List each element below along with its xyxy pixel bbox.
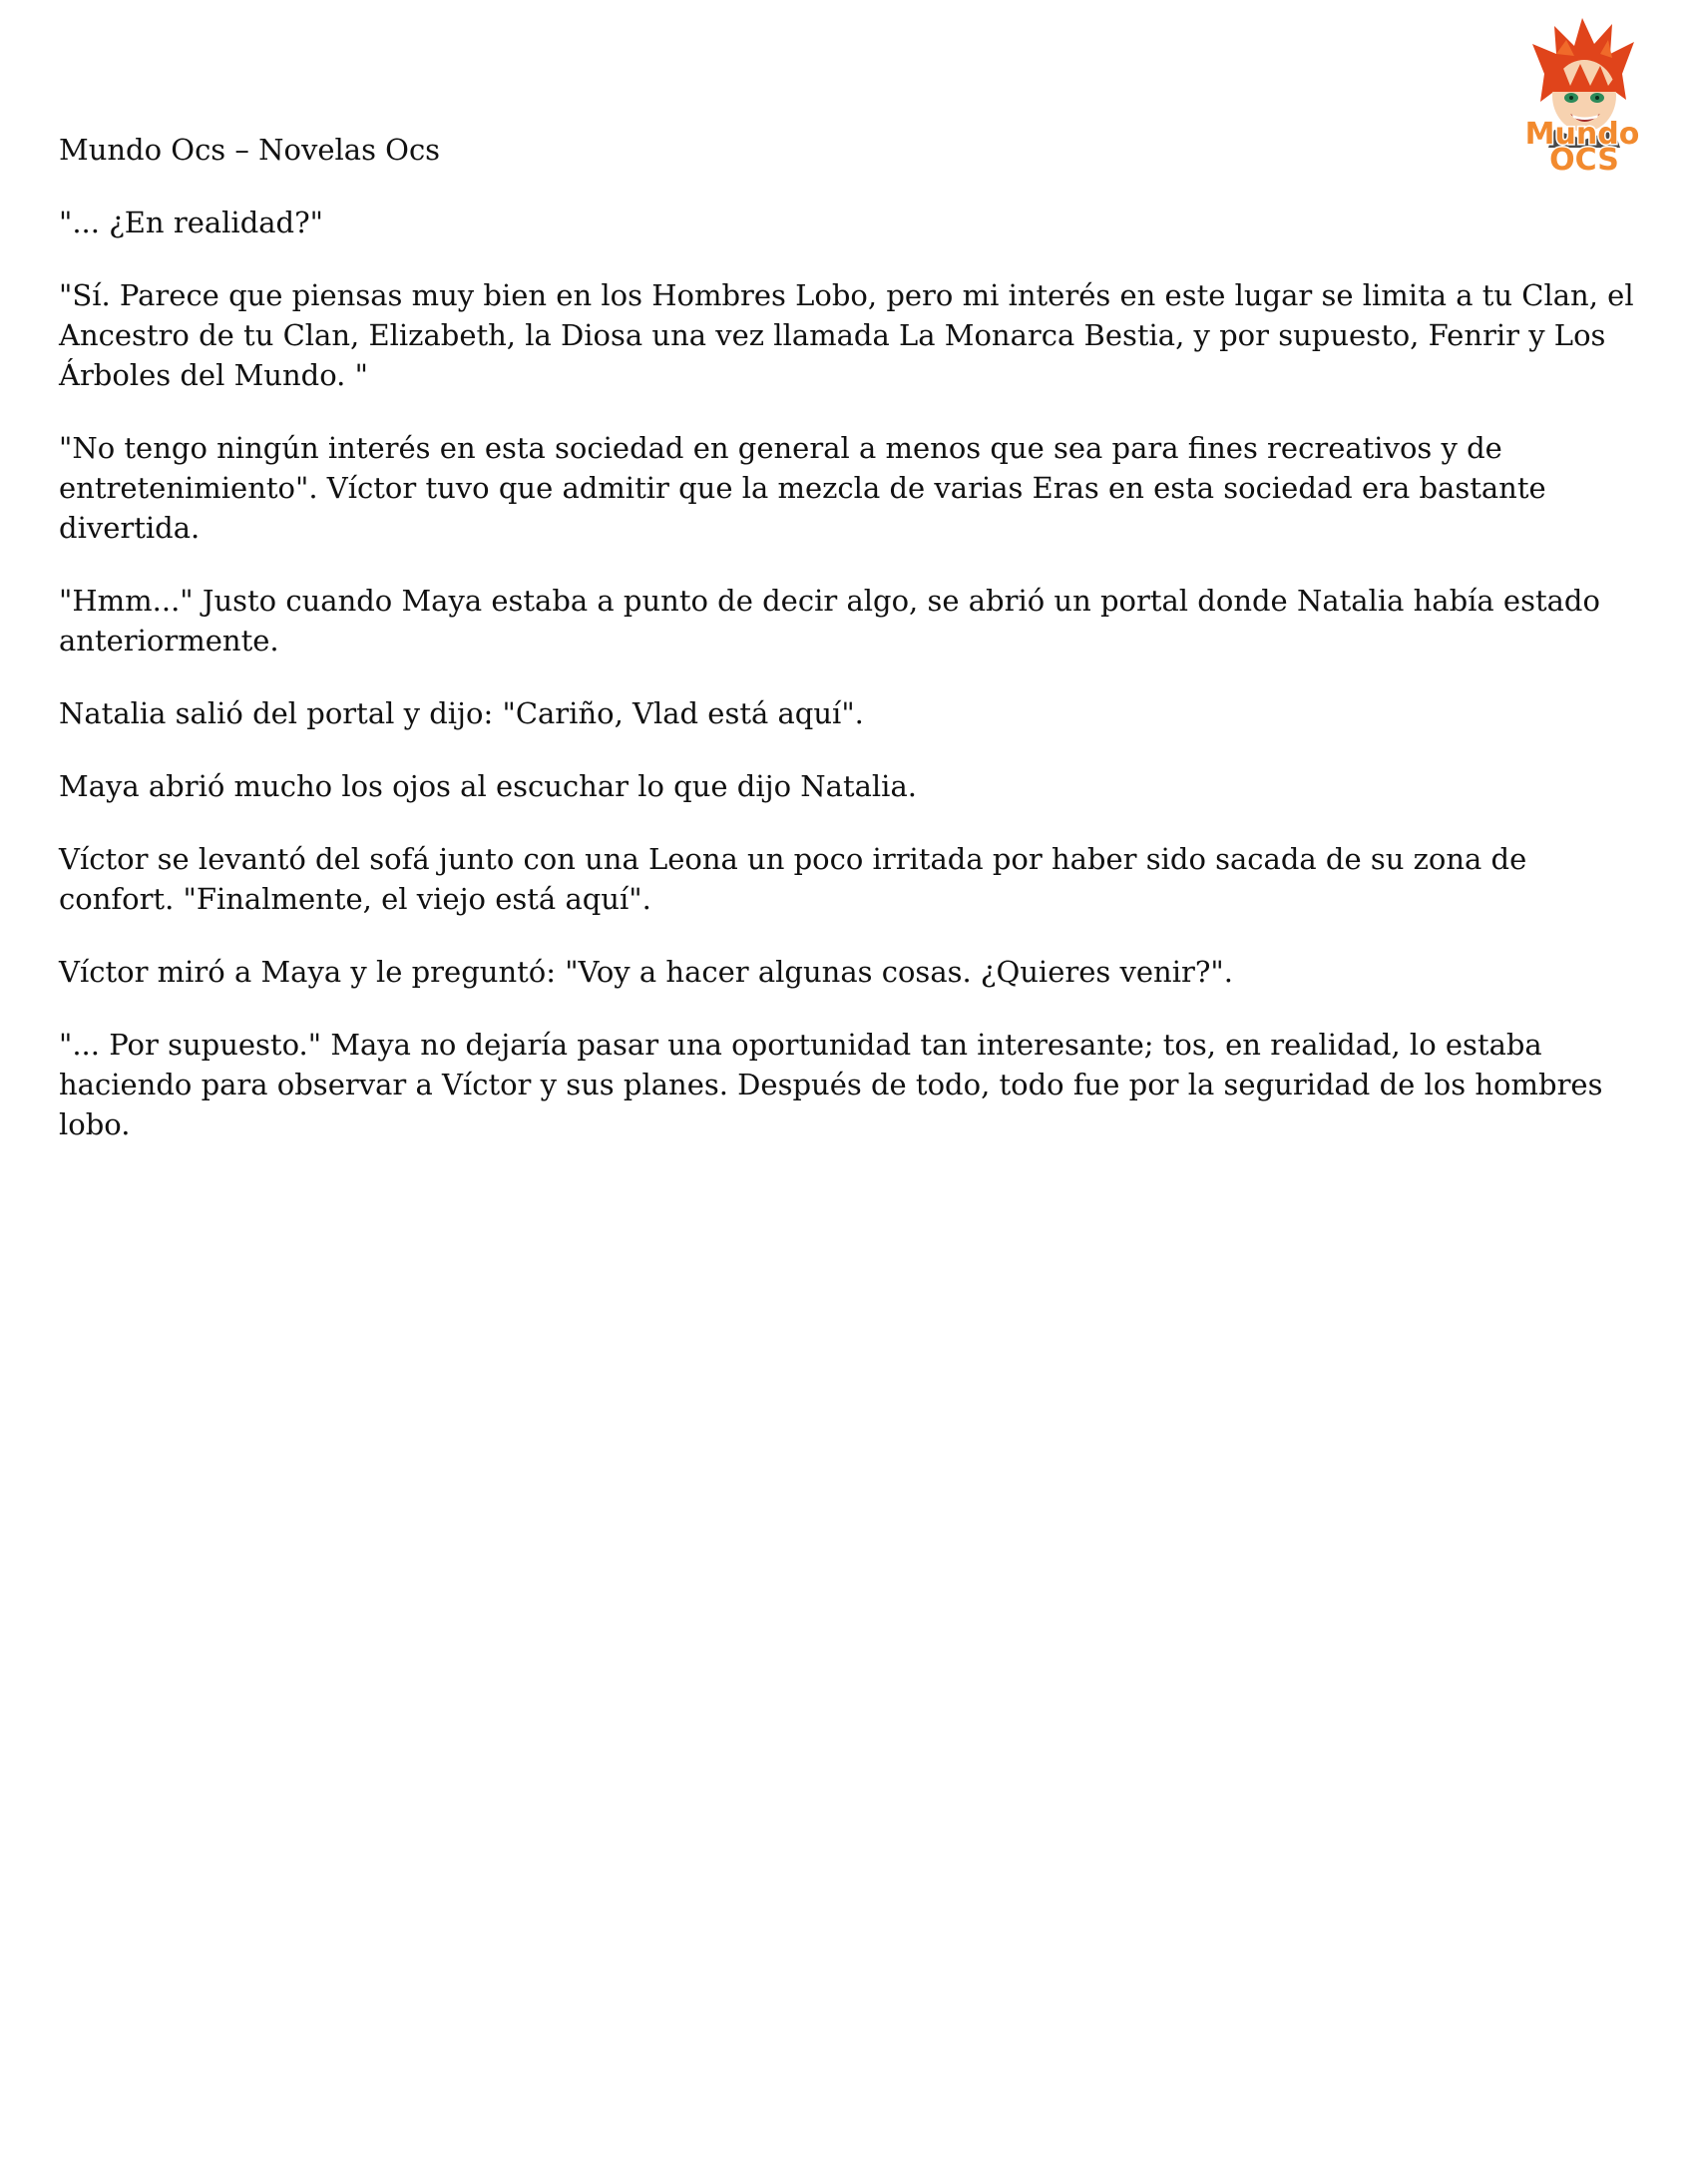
document-header-title: Mundo Ocs – Novelas Ocs (59, 133, 441, 167)
document-body (59, 130, 1645, 1177)
paragraph-4: "Hmm..." Justo cuando Maya estaba a punto de decir algo, se abrió un portal donde Natalia había estado anteriormente. (59, 584, 1600, 657)
paragraph-8: Víctor miró a Maya y le preguntó: "Voy a hacer algunas cosas. ¿Quieres venir?". (59, 955, 1233, 989)
paragraph-9: "... Por supuesto." Maya no dejaría pasar una oportunidad tan interesante; tos, en realidad, lo estaba haciendo para observar a Víctor y sus planes. Después de todo, todo fue por la seguridad de los hombres lobo. (59, 1028, 1603, 1141)
paragraph-2: "Sí. Parece que piensas muy bien en los Hombres Lobo, pero mi interés en este lugar se limita a tu Clan, el Ancestro de tu Clan, Elizabeth, la Diosa una vez llamada La Monarca Bestia, y por supuesto, Fenrir y Los Árboles del Mundo. " (59, 278, 1634, 392)
paragraph-5: Natalia salió del portal y dijo: "Cariño, Vlad está aquí". (59, 696, 864, 730)
paragraph-3: "No tengo ningún interés en esta sociedad en general a menos que sea para fines recreativos y de entretenimiento". Víctor tuvo que admitir que la mezcla de varias Eras en esta sociedad era bastante divertida. (59, 431, 1546, 545)
paragraph-6: Maya abrió mucho los ojos al escuchar lo que dijo Natalia. (59, 769, 917, 803)
paragraph-7: Víctor se levantó del sofá junto con una Leona un poco irritada por haber sido sacada de su zona de confort. "Finalmente, el viejo está aquí". (59, 842, 1527, 916)
svg-text:Mundo: Mundo (1524, 117, 1640, 152)
svg-text:OCS: OCS (1549, 143, 1619, 174)
paragraph-1: "... ¿En realidad?" (59, 206, 323, 239)
